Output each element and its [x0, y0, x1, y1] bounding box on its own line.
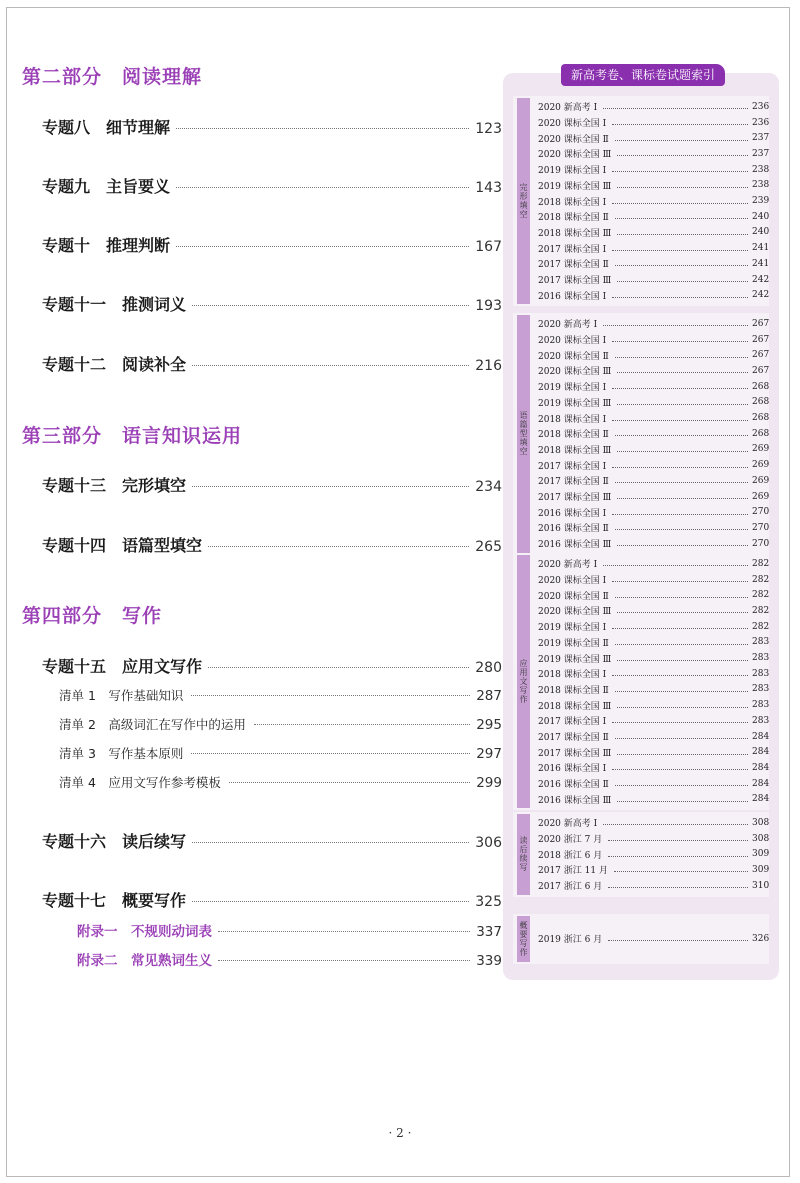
index-row[interactable]: [538, 316, 770, 332]
index-row[interactable]: [538, 272, 770, 288]
index-row-page: 310: [752, 880, 770, 891]
index-row-exam: 2020 课标全国 Ⅰ: [538, 336, 607, 347]
index-row-exam: 2016 课标全国 Ⅱ: [538, 780, 609, 791]
leader-dots: [192, 486, 469, 487]
exam-index-title: 新高考卷、课标卷试题索引: [561, 64, 725, 86]
leader-dots: [603, 325, 748, 326]
leader-dots: [615, 482, 748, 483]
leader-dots: [603, 824, 748, 825]
index-row-page: 284: [752, 762, 770, 773]
index-row-page: 269: [752, 460, 770, 471]
index-row-exam: 2019 浙江 6 月: [538, 935, 603, 946]
toc-entry-topic[interactable]: 专题十六 读后续写 306: [42, 832, 502, 851]
toc-entry-list[interactable]: 清单 2 高级词汇在写作中的运用 295: [59, 717, 502, 733]
index-row-page: 268: [752, 413, 770, 424]
toc-entry-appendix[interactable]: 附录二 常见熟词生义 339: [77, 953, 502, 969]
index-row-exam: 2020 新高考 Ⅰ: [538, 320, 598, 331]
index-row-exam: 2018 课标全国 Ⅰ: [538, 414, 607, 425]
index-row-exam: 2019 课标全国 Ⅲ: [538, 654, 612, 665]
index-group-tab: 读后续写: [517, 814, 530, 895]
index-row-page: 239: [752, 196, 770, 207]
index-row-page: 237: [752, 148, 770, 159]
leader-dots: [615, 218, 748, 219]
leader-dots: [192, 365, 469, 366]
index-row[interactable]: [538, 846, 770, 862]
index-row-page: 282: [752, 558, 770, 569]
leader-dots: [603, 108, 748, 109]
leader-dots: [608, 840, 748, 841]
index-row-page: 282: [752, 621, 770, 632]
index-row-page: 309: [752, 864, 770, 875]
leader-dots: [617, 660, 748, 661]
index-row-exam: 2018 浙江 6 月: [538, 850, 603, 861]
index-row[interactable]: [538, 635, 770, 651]
index-row-exam: 2020 课标全国 Ⅲ: [538, 367, 612, 378]
index-row[interactable]: [538, 225, 770, 241]
leader-dots: [176, 128, 469, 129]
toc-entry-list[interactable]: 清单 1 写作基础知识 287: [59, 688, 502, 704]
leader-dots: [612, 171, 748, 172]
index-row-page: 269: [752, 475, 770, 486]
index-row-exam: 2020 课标全国 Ⅱ: [538, 591, 609, 602]
index-row[interactable]: [538, 776, 770, 792]
index-row[interactable]: [538, 193, 770, 209]
index-row[interactable]: [538, 115, 770, 131]
leader-dots: [612, 250, 748, 251]
index-row[interactable]: [538, 489, 770, 505]
index-row[interactable]: [538, 256, 770, 272]
leader-dots: [617, 498, 748, 499]
index-row-page: 267: [752, 350, 770, 361]
leader-dots: [617, 187, 748, 188]
index-row-page: 240: [752, 227, 770, 238]
leader-dots: [612, 203, 748, 204]
index-row[interactable]: [538, 332, 770, 348]
index-row[interactable]: [538, 760, 770, 776]
toc-entry-topic[interactable]: 专题九 主旨要义 143: [42, 177, 502, 196]
leader-dots: [608, 856, 748, 857]
index-row-page: 241: [752, 258, 770, 269]
toc-entry-topic[interactable]: 专题十五 应用文写作 280: [42, 657, 502, 676]
index-row[interactable]: [538, 878, 770, 894]
index-row-exam: 2018 课标全国 Ⅰ: [538, 670, 607, 681]
toc-entry-topic[interactable]: 专题十一 推测词义 193: [42, 295, 502, 314]
leader-dots: [191, 753, 470, 754]
index-row[interactable]: [538, 410, 770, 426]
index-row-exam: 2018 课标全国 Ⅲ: [538, 701, 612, 712]
index-row-exam: 2017 课标全国 Ⅲ: [538, 748, 612, 759]
toc-entry-topic[interactable]: 专题十三 完形填空 234: [42, 476, 502, 495]
index-row-exam: 2019 课标全国 Ⅱ: [538, 638, 609, 649]
leader-dots: [612, 769, 748, 770]
leader-dots: [615, 785, 748, 786]
leader-dots: [612, 467, 748, 468]
part-heading: 第四部分 写作: [22, 605, 163, 627]
index-row[interactable]: [538, 666, 770, 682]
index-row[interactable]: [538, 587, 770, 603]
index-row-page: 284: [752, 778, 770, 789]
index-row-exam: 2017 课标全国 Ⅱ: [538, 260, 609, 271]
leader-dots: [615, 529, 748, 530]
leader-dots: [612, 722, 748, 723]
leader-dots: [191, 695, 470, 696]
index-row[interactable]: [538, 99, 770, 115]
index-row[interactable]: [538, 536, 770, 552]
leader-dots: [615, 691, 748, 692]
index-row[interactable]: [538, 697, 770, 713]
leader-dots: [612, 388, 748, 389]
leader-dots: [617, 281, 748, 282]
leader-dots: [208, 546, 469, 547]
index-row-page: 309: [752, 849, 770, 860]
toc-entry-topic[interactable]: 专题八 细节理解 123: [42, 118, 502, 137]
index-row-exam: 2016 课标全国 Ⅰ: [538, 764, 607, 775]
index-row[interactable]: [538, 146, 770, 162]
leader-dots: [612, 675, 748, 676]
leader-dots: [617, 372, 748, 373]
leader-dots: [176, 246, 469, 247]
index-row-exam: 2019 课标全国 Ⅰ: [538, 166, 607, 177]
index-row-page: 242: [752, 274, 770, 285]
leader-dots: [617, 155, 748, 156]
toc-entry-list[interactable]: 清单 3 写作基本原则 297: [59, 746, 502, 762]
index-row-exam: 2020 课标全国 Ⅲ: [538, 150, 612, 161]
index-row[interactable]: [538, 603, 770, 619]
leader-dots: [229, 782, 470, 783]
leader-dots: [603, 565, 748, 566]
index-row[interactable]: [538, 457, 770, 473]
leader-dots: [218, 931, 470, 932]
page-number: · 2 ·: [388, 1126, 412, 1140]
index-row-page: 238: [752, 180, 770, 191]
leader-dots: [208, 667, 469, 668]
leader-dots: [612, 297, 748, 298]
index-row-page: 269: [752, 444, 770, 455]
index-row-exam: 2017 课标全国 Ⅱ: [538, 477, 609, 488]
index-row-page: 268: [752, 428, 770, 439]
index-row[interactable]: [538, 931, 770, 947]
index-row[interactable]: [538, 178, 770, 194]
leader-dots: [176, 187, 469, 188]
leader-dots: [617, 545, 748, 546]
index-group-tab: 概要写作: [517, 916, 530, 962]
index-row-exam: 2020 新高考 Ⅰ: [538, 560, 598, 571]
index-row-page: 268: [752, 381, 770, 392]
index-row-exam: 2019 课标全国 Ⅰ: [538, 383, 607, 394]
toc-entry-topic[interactable]: 专题十二 阅读补全 216: [42, 355, 502, 374]
index-row-page: 241: [752, 243, 770, 254]
leader-dots: [612, 420, 748, 421]
leader-dots: [612, 581, 748, 582]
index-group-tab: 语篇型填空: [517, 315, 530, 553]
toc-entry-topic[interactable]: 专题十四 语篇型填空 265: [42, 536, 502, 555]
index-row-exam: 2020 新高考 Ⅰ: [538, 819, 598, 830]
index-row-exam: 2017 浙江 11 月: [538, 866, 608, 877]
index-row-exam: 2017 课标全国 Ⅰ: [538, 461, 607, 472]
index-row-exam: 2020 课标全国 Ⅱ: [538, 351, 609, 362]
index-row-exam: 2019 课标全国 Ⅲ: [538, 398, 612, 409]
leader-dots: [615, 597, 748, 598]
index-row-page: 236: [752, 101, 770, 112]
leader-dots: [615, 357, 748, 358]
index-row-exam: 2016 课标全国 Ⅰ: [538, 291, 607, 302]
index-row-page: 270: [752, 507, 770, 518]
leader-dots: [615, 644, 748, 645]
index-row[interactable]: [538, 240, 770, 256]
index-row[interactable]: [538, 556, 770, 572]
toc-entry-list[interactable]: 清单 4 应用文写作参考模板 299: [59, 775, 502, 791]
index-row-exam: 2018 课标全国 Ⅱ: [538, 685, 609, 696]
part-heading: 第三部分 语言知识运用: [22, 425, 243, 447]
index-row-page: 326: [752, 933, 770, 944]
index-row-exam: 2017 课标全国 Ⅲ: [538, 493, 612, 504]
index-row[interactable]: [538, 682, 770, 698]
index-row[interactable]: [538, 862, 770, 878]
leader-dots: [615, 738, 748, 739]
index-row[interactable]: [538, 831, 770, 847]
index-row-page: 284: [752, 731, 770, 742]
index-row-exam: 2019 课标全国 Ⅲ: [538, 181, 612, 192]
leader-dots: [612, 124, 748, 125]
index-row-exam: 2017 课标全国 Ⅱ: [538, 733, 609, 744]
toc-entry-topic[interactable]: 专题十七 概要写作 325: [42, 891, 502, 910]
index-row-page: 283: [752, 684, 770, 695]
index-row-exam: 2016 课标全国 Ⅱ: [538, 524, 609, 535]
index-row-page: 236: [752, 117, 770, 128]
index-row-page: 282: [752, 574, 770, 585]
leader-dots: [617, 234, 748, 235]
index-row-page: 270: [752, 538, 770, 549]
leader-dots: [192, 305, 469, 306]
index-row[interactable]: [538, 520, 770, 536]
index-row-exam: 2016 课标全国 Ⅲ: [538, 795, 612, 806]
index-row[interactable]: [538, 363, 770, 379]
index-group-tab: 完形填空: [517, 98, 530, 304]
index-row-page: 240: [752, 211, 770, 222]
toc-entry-topic[interactable]: 专题十 推理判断 167: [42, 236, 502, 255]
index-row-exam: 2016 课标全国 Ⅰ: [538, 508, 607, 519]
index-row-exam: 2020 新高考 Ⅰ: [538, 103, 598, 114]
leader-dots: [617, 754, 748, 755]
index-row[interactable]: [538, 729, 770, 745]
index-row[interactable]: [538, 347, 770, 363]
index-row[interactable]: [538, 162, 770, 178]
index-row[interactable]: [538, 209, 770, 225]
leader-dots: [608, 940, 748, 941]
index-row-exam: 2017 课标全国 Ⅲ: [538, 276, 612, 287]
leader-dots: [617, 801, 748, 802]
index-row-page: 267: [752, 318, 770, 329]
index-row-exam: 2018 课标全国 Ⅱ: [538, 430, 609, 441]
index-row[interactable]: [538, 815, 770, 831]
index-row-exam: 2020 浙江 7 月: [538, 835, 603, 846]
index-row-exam: 2020 课标全国 Ⅲ: [538, 607, 612, 618]
leader-dots: [617, 404, 748, 405]
index-row-page: 237: [752, 133, 770, 144]
index-row[interactable]: [538, 650, 770, 666]
index-row-page: 267: [752, 365, 770, 376]
leader-dots: [617, 707, 748, 708]
index-row[interactable]: [538, 379, 770, 395]
leader-dots: [612, 341, 748, 342]
index-row-page: 268: [752, 397, 770, 408]
index-row-exam: 2020 课标全国 Ⅰ: [538, 576, 607, 587]
index-row-page: 267: [752, 334, 770, 345]
index-row[interactable]: [538, 744, 770, 760]
index-row-page: 238: [752, 164, 770, 175]
index-row-page: 242: [752, 290, 770, 301]
index-row-exam: 2016 课标全国 Ⅲ: [538, 540, 612, 551]
index-row[interactable]: [538, 713, 770, 729]
leader-dots: [218, 960, 470, 961]
leader-dots: [614, 871, 748, 872]
index-row-exam: 2020 课标全国 Ⅱ: [538, 134, 609, 145]
index-row[interactable]: [538, 426, 770, 442]
index-row-page: 283: [752, 653, 770, 664]
index-row-page: 282: [752, 590, 770, 601]
index-row-page: 282: [752, 605, 770, 616]
leader-dots: [608, 887, 748, 888]
index-row[interactable]: [538, 619, 770, 635]
index-row-exam: 2018 课标全国 Ⅰ: [538, 197, 607, 208]
index-row-page: 284: [752, 747, 770, 758]
leader-dots: [615, 265, 748, 266]
index-row[interactable]: [538, 442, 770, 458]
toc-entry-appendix[interactable]: 附录一 不规则动词表 337: [77, 924, 502, 940]
leader-dots: [612, 628, 748, 629]
index-row-page: 284: [752, 794, 770, 805]
index-row-page: 269: [752, 491, 770, 502]
index-row[interactable]: [538, 572, 770, 588]
leader-dots: [617, 451, 748, 452]
leader-dots: [192, 901, 469, 902]
index-row-page: 270: [752, 522, 770, 533]
leader-dots: [617, 612, 748, 613]
index-row-page: 283: [752, 700, 770, 711]
index-row[interactable]: [538, 395, 770, 411]
leader-dots: [254, 724, 470, 725]
index-row-page: 283: [752, 637, 770, 648]
index-row[interactable]: [538, 287, 770, 303]
index-row-exam: 2017 浙江 6 月: [538, 882, 603, 893]
index-row-page: 308: [752, 833, 770, 844]
index-row-exam: 2020 课标全国 Ⅰ: [538, 119, 607, 130]
leader-dots: [192, 842, 469, 843]
index-group-tab: 应用文写作: [517, 555, 530, 808]
index-row-exam: 2018 课标全国 Ⅲ: [538, 445, 612, 456]
index-row-exam: 2019 课标全国 Ⅰ: [538, 623, 607, 634]
index-row-page: 283: [752, 668, 770, 679]
index-row-page: 283: [752, 715, 770, 726]
index-row[interactable]: [538, 792, 770, 808]
leader-dots: [615, 435, 748, 436]
index-row[interactable]: [538, 473, 770, 489]
index-row-page: 308: [752, 817, 770, 828]
leader-dots: [615, 140, 748, 141]
index-row[interactable]: [538, 130, 770, 146]
leader-dots: [612, 514, 748, 515]
index-row[interactable]: [538, 504, 770, 520]
index-row-exam: 2018 课标全国 Ⅱ: [538, 213, 609, 224]
index-row-exam: 2017 课标全国 Ⅰ: [538, 244, 607, 255]
index-row-exam: 2018 课标全国 Ⅲ: [538, 228, 612, 239]
part-heading: 第二部分 阅读理解: [22, 66, 203, 88]
index-row-exam: 2017 课标全国 Ⅰ: [538, 717, 607, 728]
